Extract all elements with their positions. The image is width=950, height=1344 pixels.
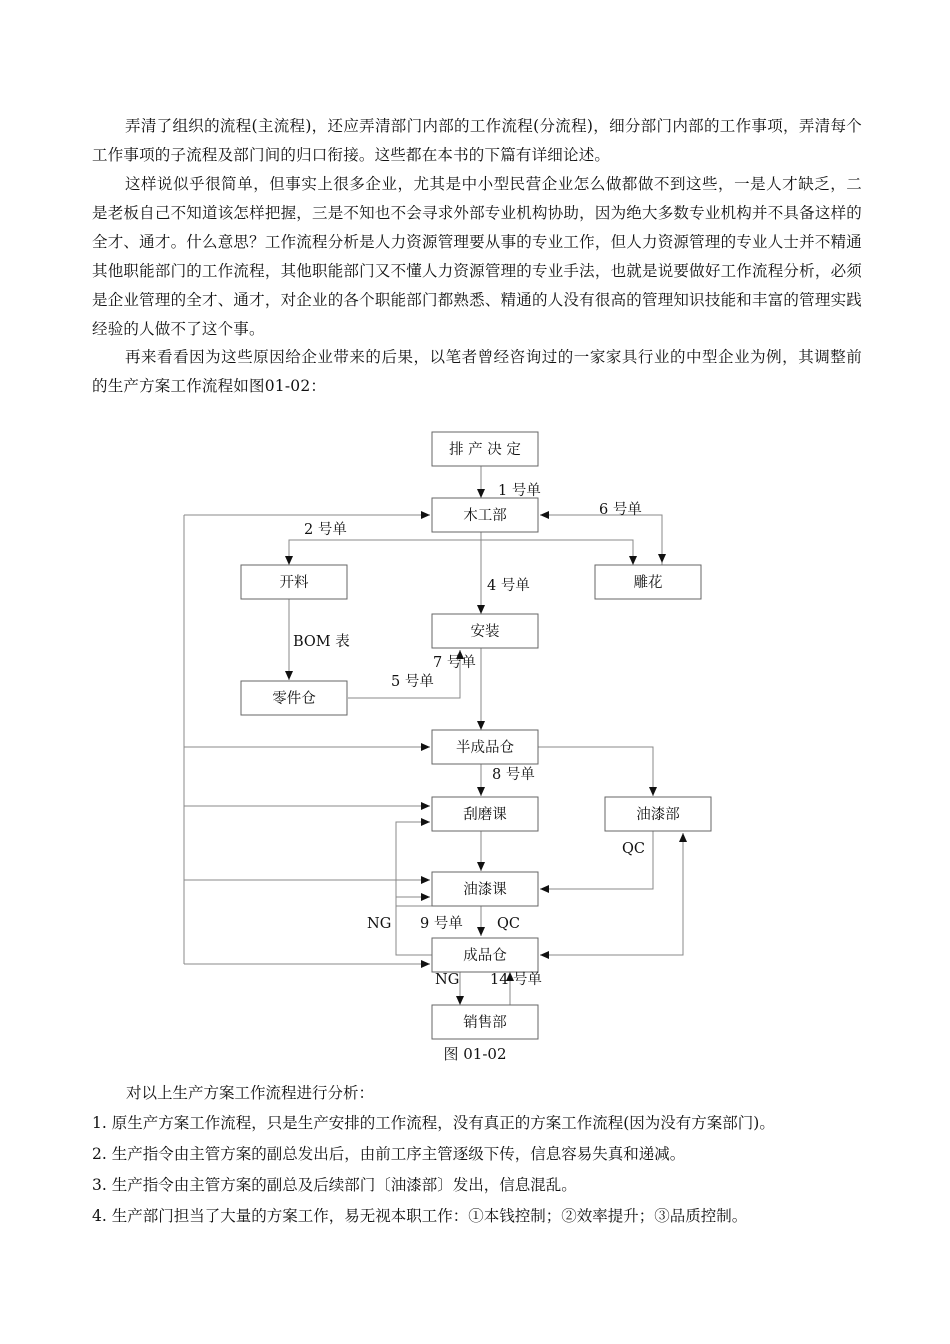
node-sanding-label: 刮磨课 — [463, 807, 507, 823]
analysis-item-1: 1. 原生产方案工作流程，只是生产安排的工作流程，没有真正的方案工作流程(因为没有方案部门)。 — [92, 1114, 775, 1132]
node-wood-label: 木工部 — [463, 508, 507, 524]
node-carving-label: 雕花 — [633, 575, 663, 591]
analysis-list — [92, 1108, 882, 1232]
node-parts-label: 零件仓 — [272, 691, 316, 707]
node-sales-label: 销售部 — [463, 1015, 507, 1031]
edge-semi-paintdept — [538, 747, 653, 796]
body-paragraph-2: 这样说似乎很简单，但事实上很多企业，尤其是中小型民营企业怎么做都做不到这些，一是人才缺乏，二是老板自己不知道该怎样把握，三是不知也不会寻求外部专业机构协助，因为绝大多数专业机构并不具备这样的全才、通才。什么意思？工作流程分析是人力资源管理要从事的专业工作，但人力资源管理的专业人士并不精通其他职能部门的工作流程，其他职能部门又不懂人力资源管理的专业手法，也就是说要做好工作流程分析，必须是企业管理的全才、通才，对企业的各个职能部门都熟悉、精通的人没有很高的管理知识技能和丰富的管理实践经验的人做不了这个事。 — [92, 175, 862, 338]
edge-wood-carving-2 — [588, 515, 662, 563]
node-wood — [432, 498, 538, 532]
label-form-1: 1 号单 — [498, 483, 541, 499]
edge-paintdept-finished — [540, 834, 683, 955]
analysis-item-4: 4. 生产部门担当了大量的方案工作，易无视本职工作：①本钱控制；②效率提升；③品质控制。 — [92, 1207, 748, 1225]
label-form-2: 2 号单 — [304, 522, 347, 538]
edge-ng-sanding — [396, 822, 432, 906]
node-parts — [241, 681, 347, 715]
label-qc-2: QC — [497, 916, 520, 932]
edge-wood-carving — [481, 540, 633, 565]
node-carving — [595, 565, 701, 599]
edge-wood-cutting — [289, 540, 481, 565]
edge-paintdept-paintclass — [540, 831, 653, 889]
label-qc-1: QC — [622, 841, 645, 857]
node-schedule — [432, 432, 538, 466]
analysis-item-3: 3. 生产指令由主管方案的副总及后续部门〔油漆部〕发出，信息混乱。 — [92, 1176, 577, 1194]
label-form-7: 7 号单 — [433, 655, 476, 671]
node-paint-dept-label: 油漆部 — [636, 807, 680, 823]
node-semi — [432, 730, 538, 764]
node-paint-dept — [605, 797, 711, 831]
node-cutting — [241, 565, 347, 599]
figure-caption: 图 01-02 — [443, 1045, 507, 1063]
node-paint-class — [432, 872, 538, 906]
node-sales — [432, 1005, 538, 1039]
node-sanding — [432, 797, 538, 831]
node-assembly-label: 安装 — [470, 624, 500, 640]
node-cutting-label: 开料 — [279, 575, 309, 591]
label-form-5: 5 号单 — [391, 674, 434, 690]
label-form-8: 8 号单 — [492, 767, 535, 783]
node-finished-label: 成品仓 — [463, 948, 507, 964]
node-schedule-label: 排 产 决 定 — [449, 442, 521, 458]
label-form-6: 6 号单 — [599, 502, 642, 518]
label-form-14: 14 号单 — [490, 972, 543, 988]
label-form-9: 9 号单 — [420, 916, 463, 932]
label-ng-2: NG — [435, 972, 460, 988]
label-bom: BOM 表 — [293, 634, 350, 650]
node-semi-label: 半成品仓 — [456, 740, 514, 756]
body-paragraph-3: 再来看看因为这些原因给企业带来的后果，以笔者曾经咨询过的一家家具行业的中型企业为例，其调整前的生产方案工作流程如图01-02： — [92, 348, 862, 395]
analysis-section — [92, 1078, 882, 1232]
node-paint-class-label: 油漆课 — [463, 882, 507, 898]
node-finished — [432, 938, 538, 972]
label-form-4: 4 号单 — [487, 578, 530, 594]
body-paragraph-1: 弄清了组织的流程(主流程)，还应弄清部门内部的工作流程(分流程)，细分部门内部的工作事项，弄清每个工作事项的子流程及部门间的归口衔接。这些都在本书的下篇有详细论述。 — [92, 117, 862, 164]
analysis-item-2: 2. 生产指令由主管方案的副总发出后，由前工序主管逐级下传，信息容易失真和递减。 — [92, 1145, 686, 1163]
label-ng-1: NG — [367, 916, 392, 932]
node-assembly — [432, 614, 538, 648]
analysis-intro: 对以上生产方案工作流程进行分析： — [126, 1084, 375, 1102]
